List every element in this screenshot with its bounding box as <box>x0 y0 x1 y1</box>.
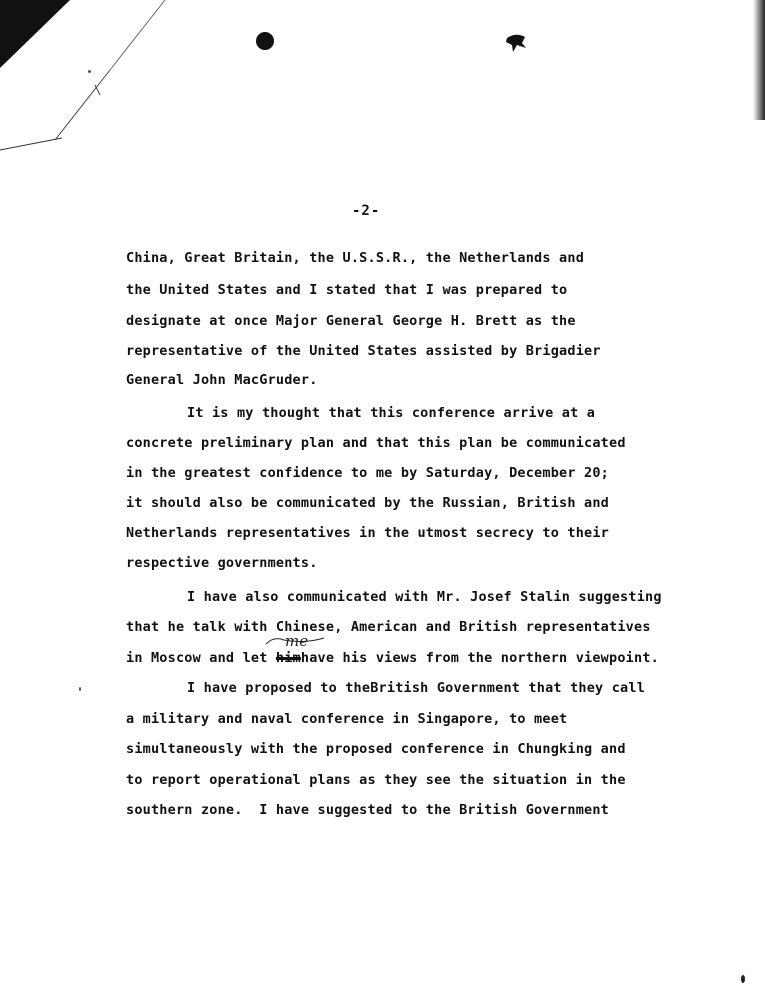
body-line: the United States and I stated that I was prepared to <box>126 282 568 298</box>
scan-edge-shadow <box>753 0 765 120</box>
body-line: that he talk with Chinese, American and British representatives <box>126 619 651 635</box>
line-segment: in Moscow and let <box>126 650 276 666</box>
body-line: simultaneously with the proposed conference in Chungking and <box>126 741 626 757</box>
paragraph-first-line: It is my thought that this conference arrive at a <box>187 405 596 421</box>
scan-speck <box>741 975 745 983</box>
body-line: concrete preliminary plan and that this plan be communicated <box>126 435 626 451</box>
page-number: -2- <box>352 203 381 219</box>
insertion-caret <box>264 634 334 646</box>
paragraph-first-line: I have proposed to theBritish Government that they call <box>187 680 646 696</box>
line-segment: have his views from the northern viewpoint. <box>300 650 659 666</box>
body-line: designate at once Major General George H. Brett as the <box>126 313 576 329</box>
body-line: General John MacGruder. <box>126 372 318 388</box>
body-line: Netherlands representatives in the utmost secrecy to their <box>126 525 610 541</box>
handwritten-insertion: me <box>285 632 309 650</box>
body-line: southern zone. I have suggested to the British Government <box>126 802 610 818</box>
body-line: respective governments. <box>126 555 318 571</box>
body-line: a military and naval conference in Singapore, to meet <box>126 711 568 727</box>
scan-speck <box>79 687 81 691</box>
body-line: representative of the United States assisted by Brigadier <box>126 343 601 359</box>
punch-hole-mark-torn <box>504 32 530 54</box>
punch-hole-mark <box>254 30 276 52</box>
corner-crease-lines <box>0 0 170 160</box>
body-line: to report operational plans as they see the situation in the <box>126 772 626 788</box>
body-line-with-correction <box>126 650 659 666</box>
struck-word: him <box>275 650 301 666</box>
body-line: China, Great Britain, the U.S.S.R., the Netherlands and <box>126 250 585 266</box>
body-line: it should also be communicated by the Russian, British and <box>126 495 610 511</box>
paragraph-first-line: I have also communicated with Mr. Josef Stalin suggesting <box>187 589 662 605</box>
scan-speck <box>88 70 91 73</box>
body-line: in the greatest confidence to me by Saturday, December 20; <box>126 465 610 481</box>
